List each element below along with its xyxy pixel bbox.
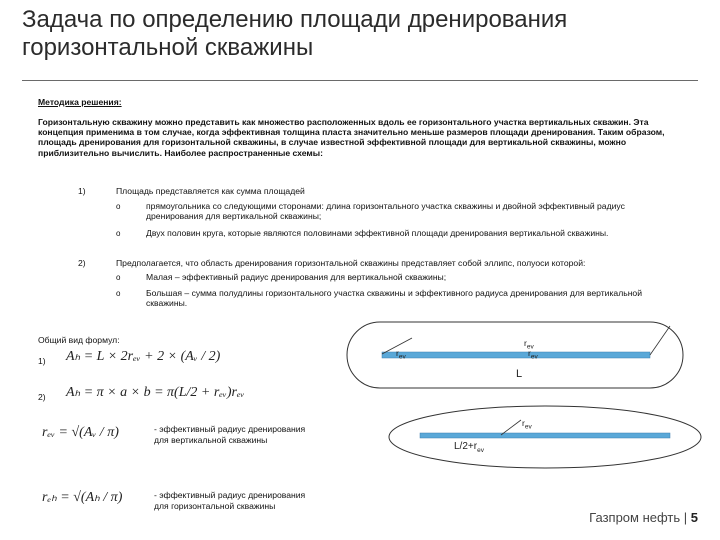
item1-number: 1)	[78, 186, 86, 196]
general-formula-label: Общий вид формул:	[38, 335, 120, 345]
reh-desc-line1: - эффективный радиус дренирования	[154, 490, 306, 500]
horizontal-well	[420, 433, 670, 438]
reh-desc-line2: для горизонтальной скважины	[154, 501, 276, 511]
diagram1-rev-right-label: $r_{ev}$	[524, 338, 534, 351]
bullet-marker: o	[116, 289, 121, 298]
capsule-drainage-diagram	[330, 320, 700, 390]
formula-rev: rₑᵥ = √(Aᵥ / π)	[42, 425, 119, 440]
rev-line-right	[650, 326, 670, 355]
diagram2-half-length-label: $L/2+r_{ev}$	[454, 441, 484, 454]
formula1: Aₕ = L × 2rₑᵥ + 2 × (Aᵥ / 2)	[66, 349, 221, 364]
title-divider	[22, 80, 698, 81]
rev-desc-line1: - эффективный радиус дренирования	[154, 424, 306, 434]
intro-paragraph: Горизонтальную скважину можно представить как множество расположенных вдоль ее горизонтального участка вертикальных скважин. Эта концепция применима в том случае, когда эффективная толщина пласта значительно меньше размеров площади дренирования. Таким образом, площадь дренирования для горизонтальной скважины, в случае известной эффективной площади для вертикальной скважины, можно приблизительно вычислить. Наиболее распространенные схемы:	[38, 117, 665, 158]
item1-text: Площадь представляется как сумма площадей	[116, 186, 305, 196]
formula2-number: 2)	[38, 392, 46, 402]
ellipse-drainage-diagram	[385, 402, 705, 472]
formula2: Aₕ = π × a × b = π(L/2 + rₑᵥ)rₑᵥ	[66, 385, 245, 400]
bullet-marker: o	[116, 273, 121, 282]
bullet-marker: o	[116, 229, 121, 238]
diagram1-rev-center-label: $r_{ev}$	[528, 348, 538, 361]
item1-bullet1: прямоугольника со следующими сторонами: длина горизонтального участка скважины и двойной эффективный радиус дренирования для вертикальной скважины;	[146, 201, 625, 221]
footer-brand: Газпром нефть	[589, 510, 681, 525]
footer	[589, 510, 698, 525]
diagram2-rev-label: $r_{ev}$	[522, 418, 532, 431]
diagram1-length-label: L	[516, 368, 523, 380]
bullet-marker: o	[116, 202, 121, 211]
item2-text: Предполагается, что область дренирования горизонтальной скважины представляет собой эллипс, полуоси которой:	[116, 258, 586, 268]
footer-separator: |	[683, 510, 688, 525]
page-title: Задача по определению площади дренирования горизонтальной скважины	[22, 6, 568, 61]
horizontal-well	[382, 352, 650, 358]
method-heading: Методика решения:	[38, 97, 122, 107]
item2-number: 2)	[78, 258, 86, 268]
diagram1-rev-left-label: $r_{ev}$	[396, 348, 406, 361]
item1-bullet2: Двух половин круга, которые являются половинами эффективной площади дренирования вертикальной скважины.	[146, 228, 609, 238]
page-number: 5	[690, 510, 698, 525]
formula1-number: 1)	[38, 356, 46, 366]
item2-bullet2: Большая – сумма полудлины горизонтального участка скважины и эффективного радиуса дренирования для вертикальной скважины.	[146, 288, 643, 308]
rev-desc-line2: для вертикальной скважины	[154, 435, 268, 445]
item2-bullet1: Малая – эффективный радиус дренирования для вертикальной скважины;	[146, 272, 447, 282]
formula-reh: rₑₕ = √(Aₕ / π)	[42, 490, 123, 505]
